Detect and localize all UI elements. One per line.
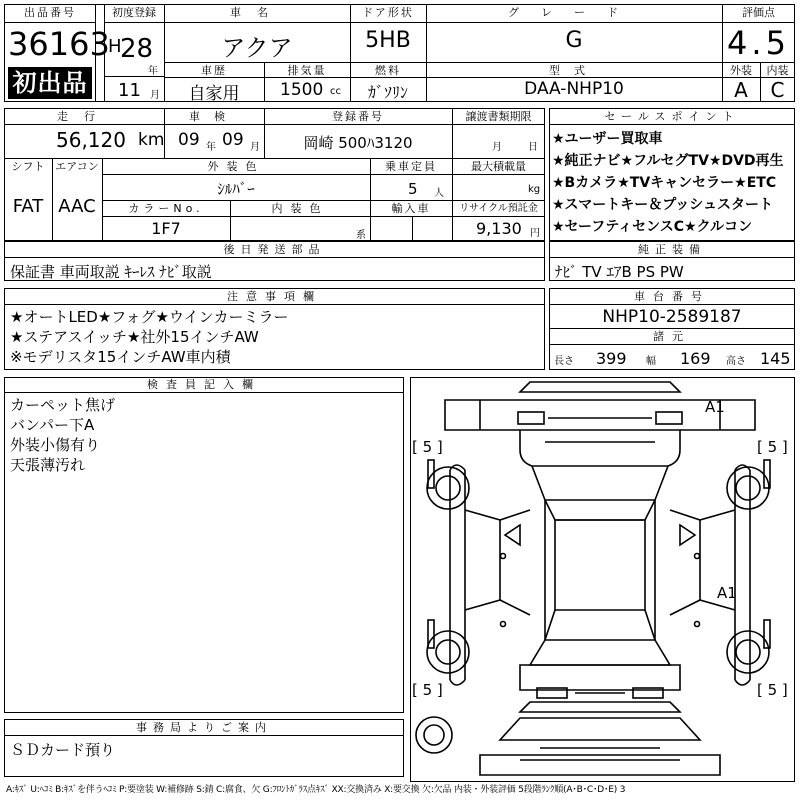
insp-month: 09	[222, 130, 244, 150]
lot-number-label: 出品番号	[24, 6, 76, 19]
load-label: 最大積載量	[471, 160, 526, 173]
notes-list	[10, 307, 540, 367]
recycle-unit: 円	[530, 228, 540, 239]
sales-point-item: ★ユーザー買取車	[552, 131, 663, 147]
length-label: 長さ	[554, 356, 574, 367]
model-label: 型式	[549, 64, 599, 77]
mileage: 56,120	[56, 128, 126, 152]
fuel: ｶﾞｿﾘﾝ	[367, 83, 408, 102]
recycle: 9,130	[476, 219, 522, 238]
load-unit: kg	[528, 184, 541, 195]
transfer-day-unit: 日	[528, 142, 538, 153]
ext-grade-label: 外装	[730, 64, 752, 77]
height: 145	[760, 349, 791, 368]
shift: FAT	[12, 196, 44, 217]
chassis-label: 車台番号	[634, 290, 710, 303]
displacement-label: 排気量	[287, 64, 327, 77]
notes-label: 注意事項欄	[227, 290, 322, 303]
height-label: 高さ	[726, 356, 746, 367]
recycle-label: リサイクル預託金	[459, 203, 538, 214]
transfer-month-unit: 月	[492, 142, 502, 153]
plate: 岡崎 500ﾊ3120	[303, 134, 413, 152]
capacity: 5	[408, 180, 418, 198]
inspector-note: 天張薄汚れ	[10, 456, 86, 474]
car-name: アクア	[221, 34, 293, 62]
door-type: 5HB	[365, 28, 411, 53]
color-label: 外装色	[207, 160, 265, 173]
equipment-label: 純正装備	[638, 243, 706, 256]
note-item: ★オートLED★フォグ★ウインカーミラー	[10, 308, 289, 326]
ext-grade: A	[734, 78, 748, 102]
lot-number: 36163	[8, 25, 110, 63]
insp-year: 09	[178, 130, 200, 150]
reg-month: 11	[118, 80, 141, 101]
history: 自家用	[188, 84, 240, 104]
damage-mark-a1-side: A1	[717, 584, 737, 602]
first-listing-text: 初出品	[12, 69, 88, 97]
fuel-label: 燃料	[375, 64, 401, 77]
reg-year: 28	[120, 34, 154, 64]
dimensions-label: 諸元	[653, 330, 691, 343]
width: 169	[680, 349, 711, 368]
capacity-unit: 人	[434, 188, 444, 199]
model: DAA-NHP10	[524, 79, 624, 99]
score-label: 評価点	[742, 6, 775, 19]
tire-depth-rear-right: [ 5 ]	[757, 681, 788, 699]
month-unit: 月	[150, 90, 160, 101]
score: 4.5	[727, 24, 790, 62]
interior-unit: 系	[356, 230, 366, 241]
color: ｼﾙﾊﾞｰ	[217, 180, 255, 198]
inspector-note: 外装小傷有り	[10, 436, 101, 454]
interior-label: 内装色	[271, 202, 329, 215]
office-note: ＳＤカード預り	[10, 741, 116, 759]
car-name-label: 車名	[230, 6, 284, 19]
legend: A:ｷｽﾞ U:ﾍｺﾐ B:ｷｽﾞを伴うﾍｺﾐ P:要塗装 W:補修跡 S:錆 C:腐食、欠 G:ﾌﾛﾝﾄｶﾞﾗｽ点ｷｽﾞ XX:交換済み X:要交換 欠:欠品 内装・外装評価 5段階ﾗﾝｸ順(A･B･C･D･E) 3	[6, 785, 626, 795]
mileage-label: 走行	[57, 110, 111, 123]
length: 399	[596, 349, 627, 368]
int-grade-label: 内装	[766, 64, 789, 77]
insp-year-unit: 年	[206, 142, 216, 153]
capacity-label: 乗車定員	[385, 160, 437, 173]
km-unit: km	[138, 130, 165, 150]
grade-label: グレード	[508, 6, 640, 19]
history-label: 車歴	[201, 64, 227, 77]
import-label: 輸入車	[391, 202, 431, 215]
door-label: ドア形状	[362, 6, 414, 19]
tire-depth-front-left: [ 5 ]	[412, 438, 443, 456]
sales-point-item: ★純正ナビ★フルセグTV★DVD再生	[552, 153, 784, 169]
inspector-label: 検査員記入欄	[147, 378, 261, 391]
note-item: ★ステアスイッチ★社外15インチAW	[10, 328, 259, 346]
inspector-list	[10, 395, 400, 475]
cc-unit: cc	[330, 86, 341, 97]
int-grade: C	[770, 78, 785, 102]
color-no-label: カラーNo.	[128, 202, 204, 215]
inspection-label: 車検	[189, 110, 239, 123]
chassis-number: NHP10-2589187	[602, 307, 742, 327]
tire-depth-front-right: [ 5 ]	[757, 438, 788, 456]
transfer-label: 譲渡書類期限	[465, 110, 532, 123]
insp-month-unit: 月	[250, 142, 260, 153]
inspector-note: カーペット焦げ	[10, 396, 116, 414]
car-damage-diagram	[410, 377, 795, 782]
grade: G	[565, 28, 583, 53]
equipment: ﾅﾋﾞ TV ｴｱB PS PW	[555, 263, 684, 281]
sales-point-item: ★スマートキー＆プッシュスタート	[552, 197, 774, 213]
inspector-note: バンパー下A	[10, 416, 95, 434]
sales-points-list	[552, 128, 794, 238]
sales-point-item: ★セーフティセンスC★クルコン	[552, 219, 753, 235]
ac: AAC	[58, 196, 96, 217]
tire-depth-rear-left: [ 5 ]	[412, 681, 443, 699]
width-label: 幅	[646, 356, 656, 367]
era: H	[108, 36, 122, 57]
office-label: 事務局よりご案内	[136, 721, 272, 734]
later-parts: 保証書 車両取説 ｷｰﾚｽ ﾅﾋﾞ取説	[10, 263, 212, 281]
damage-mark-a1-front: A1	[705, 398, 725, 416]
ac-label: エアコン	[55, 160, 99, 173]
note-item: ※モデリスタ15インチAW車内積	[10, 348, 231, 366]
sales-points-label: セールスポイント	[604, 110, 740, 123]
later-parts-label: 後日発送部品	[223, 243, 326, 256]
sales-point-item: ★Bカメラ★TVキャンセラー★ETC	[552, 175, 777, 191]
shift-label: シフト	[11, 160, 45, 173]
displacement: 1500	[280, 80, 324, 100]
year-unit: 年	[148, 66, 158, 77]
color-no: 1F7	[151, 219, 181, 238]
plate-label: 登録番号	[332, 110, 384, 123]
first-reg-label: 初度登録	[112, 6, 156, 19]
